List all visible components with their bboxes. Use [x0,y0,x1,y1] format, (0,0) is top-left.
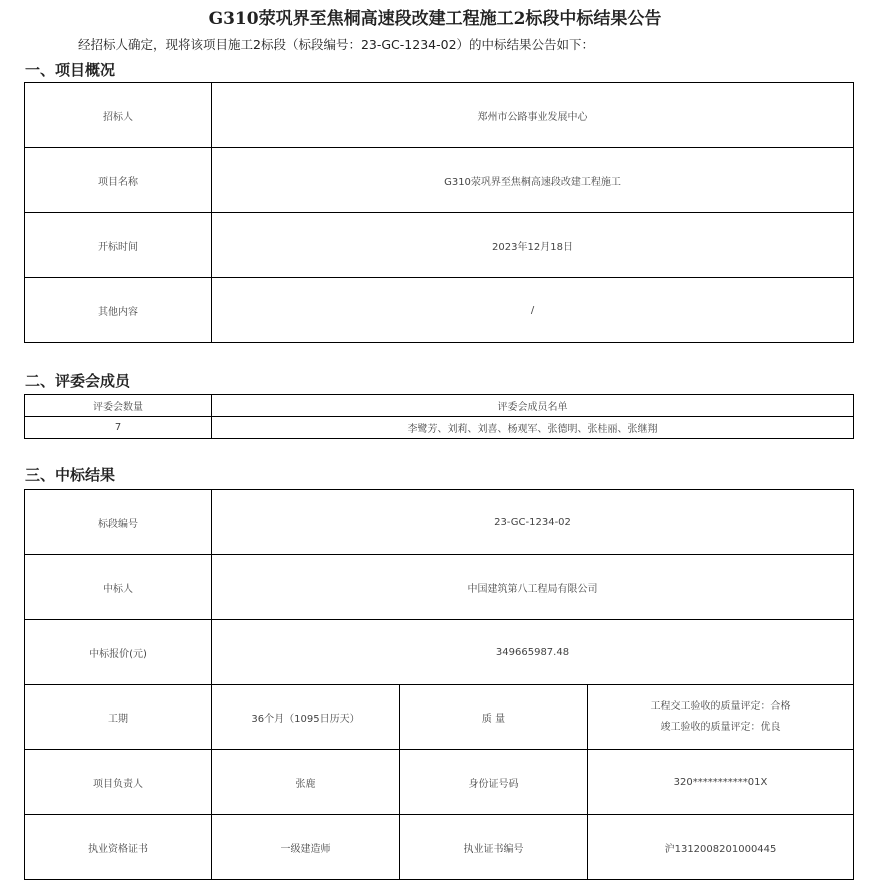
cert-label: 执业资格证书 [25,815,212,880]
cert-no-label: 执业证书编号 [400,815,588,880]
opening-time-value: 2023年12月18日 [212,213,854,278]
table-row [25,815,854,880]
period-value: 36个月（1095日历天） [212,685,400,750]
other-content-label: 其他内容 [25,278,212,343]
committee-table [24,394,854,439]
table-row [25,148,854,213]
table-row [25,620,854,685]
table-row [25,213,854,278]
table-row [25,685,854,750]
result-table [24,489,854,880]
table-row [25,490,854,555]
section-no-value: 23-GC-1234-02 [212,490,854,555]
table-row [25,417,854,439]
section-heading-overview: 一、项目概况 [25,61,116,79]
table-row [25,555,854,620]
project-name-value: G310荥巩界至焦桐高速段改建工程施工 [212,148,854,213]
price-label: 中标报价(元) [25,620,212,685]
page-title: G310荥巩界至焦桐高速段改建工程施工2标段中标结果公告 [208,9,662,29]
section-no-label: 标段编号 [25,490,212,555]
committee-names-header: 评委会成员名单 [212,395,854,417]
id-value: 320***********01X [588,750,854,815]
other-content-value: / [212,278,854,343]
table-row [25,83,854,148]
section-heading-result: 三、中标结果 [25,466,116,484]
table-row [25,278,854,343]
section-heading-committee: 二、评委会成员 [25,372,131,390]
tenderer-value: 郑州市公路事业发展中心 [212,83,854,148]
quality-label: 质 量 [400,685,588,750]
cert-no-value: 沪1312008201000445 [588,815,854,880]
id-label: 身份证号码 [400,750,588,815]
opening-time-label: 开标时间 [25,213,212,278]
overview-table [24,82,854,343]
manager-value: 张鹿 [212,750,400,815]
manager-label: 项目负责人 [25,750,212,815]
committee-count: 7 [25,417,212,439]
project-name-label: 项目名称 [25,148,212,213]
quality-value [588,685,854,750]
period-label: 工期 [25,685,212,750]
intro-text: 经招标人确定，现将该项目施工2标段（标段编号：23-GC-1234-02）的中标结果公告如下： [78,37,595,52]
tenderer-label: 招标人 [25,83,212,148]
cert-value: 一级建造师 [212,815,400,880]
price-value: 349665987.48 [212,620,854,685]
winner-value: 中国建筑第八工程局有限公司 [212,555,854,620]
committee-names: 李鹭芳、刘莉、刘喜、杨观军、张德明、张桂丽、张继翔 [212,417,854,439]
committee-count-header: 评委会数量 [25,395,212,417]
quality-completion: 竣工验收的质量评定：优良 [660,722,781,733]
table-row [25,750,854,815]
table-header-row [25,395,854,417]
winner-label: 中标人 [25,555,212,620]
quality-acceptance: 工程交工验收的质量评定：合格 [650,701,791,712]
